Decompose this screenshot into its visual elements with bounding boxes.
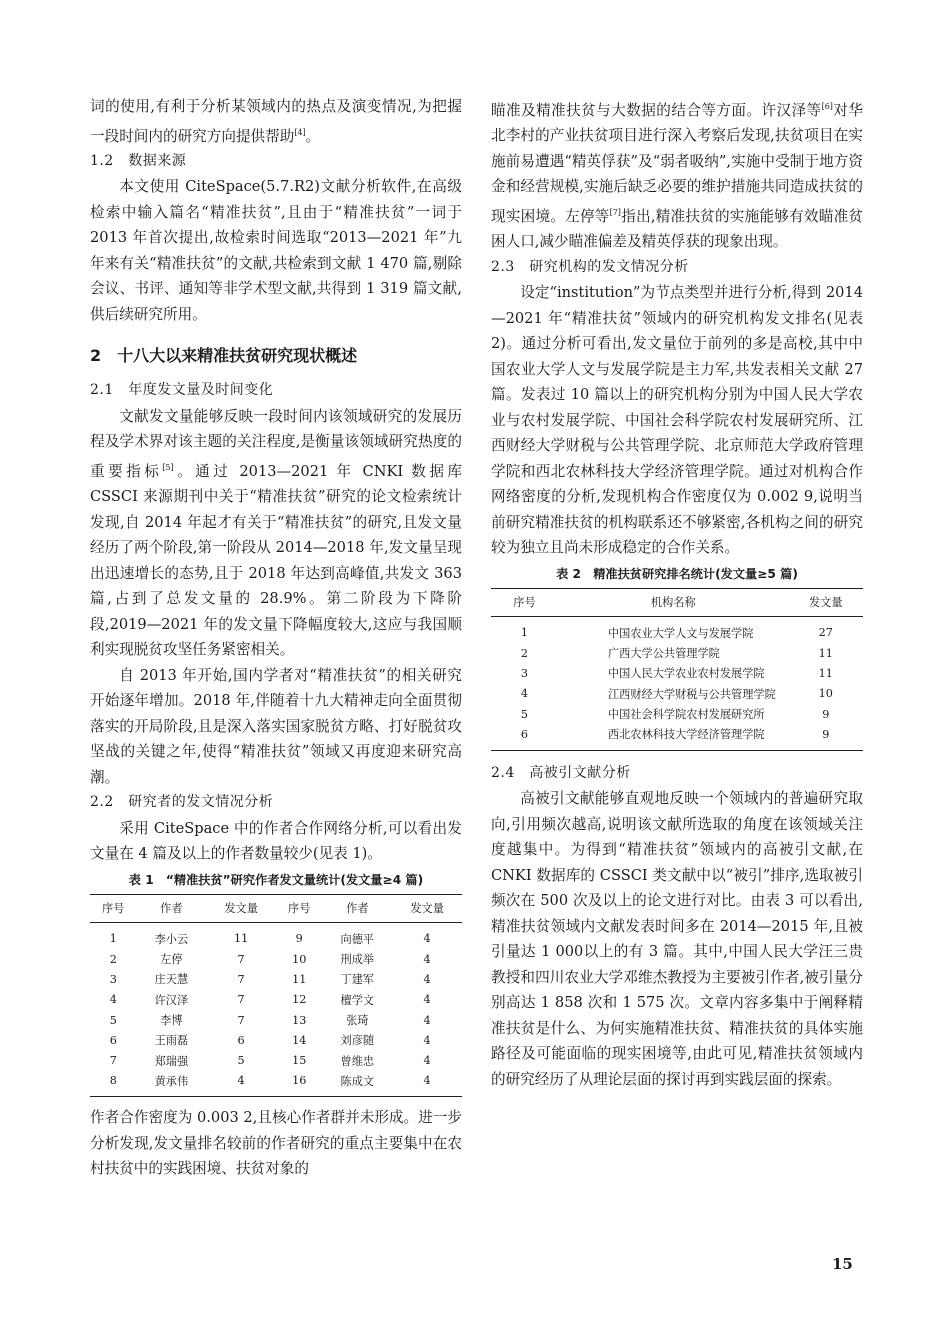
table1-header: 作者 [322,894,392,922]
table-cell: 7 [237,1013,245,1027]
table-cell: 27 [818,626,833,640]
table-row [491,724,863,750]
table-cell: 3 [109,972,117,986]
table-cell: 黄承伟 [137,1071,207,1097]
table-cell: 9 [295,932,303,946]
table1-header: 发文量 [206,894,276,922]
table-cell: 檀学文 [340,993,375,1007]
table-cell: 4 [423,932,431,946]
table-cell: 12 [292,993,307,1007]
table-cell: 曾维忠 [340,1054,375,1068]
subsection-2-2-heading: 2.2 研究者的发文情况分析 [90,794,274,811]
table-cell: 4 [206,1071,276,1097]
table-row [90,949,462,969]
table-cell: 11 [818,646,833,660]
table-cell: 江西财经大学财税与公共管理学院 [607,687,776,701]
table-cell: 11 [818,666,833,680]
table1-header: 序号 [276,894,323,922]
table-cell: 4 [109,993,117,1007]
citation-4: [4] [294,127,306,137]
subsection-2-4-heading: 2.4 高被引文献分析 [491,764,631,781]
table-cell: 西北农林科技大学经济管理学院 [558,724,789,750]
paragraph-collaboration-density: 作者合作密度为 0.003 2,且核心作者群并未形成。进一步分析发现,发文量排名较前的作者研究的重点主要集中在农村扶贫中的实践困境、扶贫对象的 [90,1109,462,1178]
table-cell: 9 [789,724,863,750]
table-cell: 15 [292,1054,307,1068]
paragraph-continuation: 词的使用,有利于分析某领域内的热点及演变情况,为把握一段时间内的研究方向提供帮助[4]。 [90,98,462,145]
table-cell: 5 [237,1054,245,1068]
table-row [491,616,863,643]
table-cell: 刑成举 [340,953,375,967]
table-cell: 7 [109,1054,117,1068]
table-cell: 13 [292,1013,307,1027]
table-cell: 7 [237,972,245,986]
subsection-2-3-heading: 2.3 研究机构的发文情况分析 [491,258,689,275]
table-cell: 张琦 [346,1014,369,1028]
table-row [90,1071,462,1097]
paragraph-highly-cited: 高被引文献能够直观地反映一个领域内的普遍研究取向,引用频次越高,说明该文献所选取的角度在该领域关注度越集中。为得到“精准扶贫”领域内的高被引文献,在 CNKI 数据库的 CSSCI 类文献中以“被引”排序,选取被引频次在 500 次及以上的论文进行对比。由表 3 可以看出,精准扶贫领域内文献发表时间多在 2014—2015 年,且被引量达 1 000以上的有 3 篇。其中,中国人民大学汪三贵教授和四川农业大学邓维杰教授为主要被引作者,被引量分别高达 1 858 次和 1 575 次。文章内容多集中于阐释精准扶贫是什么、为何实施精准扶贫、精准扶贫的具体实施路径及可能面临的现实困境等,由此可见,精准扶贫领域内的研究经历了从理论层面的探讨再到实践层面的探索。 [491,790,863,1088]
page-number: 15 [832,1255,853,1273]
table-cell: 中国农业大学人文与发展学院 [607,626,754,640]
table-cell: 庄天慧 [154,973,189,987]
table2-body [491,616,863,750]
table2-header: 发文量 [789,588,863,616]
citation-6: [6] [821,102,833,111]
table1-header: 作者 [137,894,207,922]
table2-header: 序号 [491,588,558,616]
table1-header-row [90,894,462,922]
citation-7: [7] [609,207,621,217]
table-row [90,1010,462,1030]
table-row [491,663,863,683]
table-row [491,704,863,724]
table-cell: 8 [90,1071,137,1097]
table-cell: 6 [109,1033,117,1047]
section-2-heading: 2 十八大以来精准扶贫研究现状概述 [90,346,358,366]
table-cell: 4 [520,687,529,701]
table-cell: 4 [423,952,431,966]
table-row [90,1051,462,1071]
table-cell: 向德平 [340,932,375,946]
table-cell: 许汉泽 [154,993,189,1007]
table1-header: 序号 [90,894,137,922]
table-cell: 14 [292,1033,307,1047]
table-cell: 4 [423,972,431,986]
table-row [90,969,462,989]
table-cell: 7 [237,993,245,1007]
table1-author-publications [90,894,462,1097]
table-cell: 4 [423,993,431,1007]
table-cell: 4 [392,1071,462,1097]
table-cell: 6 [237,1033,245,1047]
table-cell: 广西大学公共管理学院 [607,647,720,661]
table-cell: 刘彦随 [340,1034,375,1048]
table-cell: 7 [237,952,245,966]
table2-caption: 表 2 精准扶贫研究排名统计(发文量≥5 篇) [556,566,798,581]
table-cell: 1 [109,932,117,946]
table2-institution-ranking [491,588,863,751]
table-cell: 4 [423,1054,431,1068]
paragraph-institutions: 设定“institution”为节点类型并进行分析,得到 2014—2021 年“精准扶贫”领域内的研究机构发文排名(见表 2)。通过分析可看出,发文量位于前列的多是高校,其中中国农业大学人文与发展学院是主力军,共发表相关文献 27 篇。发表过 10 篇以上的研究机构分别为中国人民大学农业与农村发展学院、中国社会科学院农村发展研究所、江西财经大学财税与公共管理学院、北京师范大学政府管理学院和西北农林科技大学经济管理学院。通过对机构合作网络密度的分析,发现机构合作密度仅为 0.002 9,说明当前研究精准扶贫的机构联系还不够紧密,各机构之间的研究较为独立且尚未形成稳定的合作关系。 [491,284,863,557]
table-cell: 11 [292,972,307,986]
table-cell: 10 [292,952,307,966]
table-cell: 5 [109,1013,117,1027]
citation-5: [5] [162,462,174,472]
table-cell: 丁建军 [340,973,375,987]
table-row [90,990,462,1010]
table1-header: 发文量 [392,894,462,922]
table-cell: 4 [423,1033,431,1047]
paragraph-author-network: 采用 CiteSpace 中的作者合作网络分析,可以看出发文量在 4 篇及以上的作者数量较少(见表 1)。 [90,819,462,863]
table1-caption: 表 1 “精准扶贫”研究作者发文量统计(发文量≥4 篇) [128,872,424,887]
table-cell: 6 [491,724,558,750]
table-row [491,684,863,704]
table2-header: 机构名称 [558,588,789,616]
table-cell: 3 [520,666,529,680]
table-cell: 2 [520,646,529,660]
table-cell: 9 [822,707,830,721]
right-column [491,94,863,1092]
subsection-1-2-heading: 1.2 数据来源 [90,152,187,169]
table-row [491,643,863,663]
table-cell: 王雨磊 [154,1034,189,1048]
subsection-2-1-heading: 2.1 年度发文量及时间变化 [90,382,274,399]
table-cell: 1 [520,626,529,640]
table-cell: 中国社会科学院农村发展研究所 [607,708,765,722]
table2-header-row [491,588,863,616]
table-cell: 10 [818,687,833,701]
paragraph-annual-volume: 文献发文量能够反映一段时间内该领域研究的发展历程及学术界对该主题的关注程度,是衡量该领域研究热度的重要指标[5]。通过 2013—2021 年 CNKI 数据库 CSSCI 来源期刊中关于“精准扶贫”研究的论文检索统计发现,自 2014 年起才有关于“精准扶贫”的研究,且发文量经历了两个阶段,第一阶段从 2014—2018 年,发文量呈现出迅速增长的态势,且于 2018 年达到高峰值,共发文 363 篇,占到了总发文量的 28.9%。第二阶段为下降阶段,2019—2021 年的发文量下降幅度较大,这应与我国顺利实现脱贫攻坚任务紧密相关。 [90,407,462,659]
table-cell: 16 [276,1071,323,1097]
table-cell: 郑瑞强 [154,1054,189,1068]
left-column [90,94,462,1182]
table-cell: 5 [520,707,529,721]
table-cell: 李小云 [154,932,189,946]
table-cell: 2 [109,952,117,966]
table-row [90,1030,462,1050]
table-cell: 4 [423,1013,431,1027]
table-cell: 陈成文 [322,1071,392,1097]
table1-body [90,922,462,1096]
table-cell: 中国人民大学农业农村发展学院 [607,667,765,681]
paragraph-continuation-right: 瞄准及精准扶贫与大数据的结合等方面。许汉泽等[6]对华北李村的产业扶贫项目进行深入考察后发现,扶贫项目在实施前易遭遇“精英俘获”及“弱者吸纳”,实施中受制于地方资金和经营规模,实施后缺乏必要的维护措施共同造成扶贫的现实困境。左停等[7]指出,精准扶贫的实施能够有效瞄准贫困人口,减少瞄准偏差及精英俘获的现象出现。 [491,101,863,251]
table-cell: 李博 [160,1014,183,1028]
paragraph-data-source: 本文使用 CiteSpace(5.7.R2)文献分析软件,在高级检索中输入篇名“精准扶贫”,且由于“精准扶贫”一词于 2013 年首次提出,故检索时间选取“2013—2021 年”九年来有关“精准扶贫”的文献,共检索到文献 1 470 篇,剔除会议、书评、通知等非学术型文献,共得到 1 319 篇文献,供后续研究所用。 [90,178,462,323]
paragraph-since-2013: 自 2013 年开始,国内学者对“精准扶贫”的相关研究开始逐年增加。2018 年,伴随着十九大精神走向全面贯彻落实的开局阶段,且是深入落实国家脱贫方略、打好脱贫攻坚战的关键之年,使得“精准扶贫”领域又再度迎来研究高潮。 [90,666,462,786]
table-cell: 左停 [160,953,183,967]
table-cell: 11 [233,932,249,946]
table-row [90,922,462,949]
